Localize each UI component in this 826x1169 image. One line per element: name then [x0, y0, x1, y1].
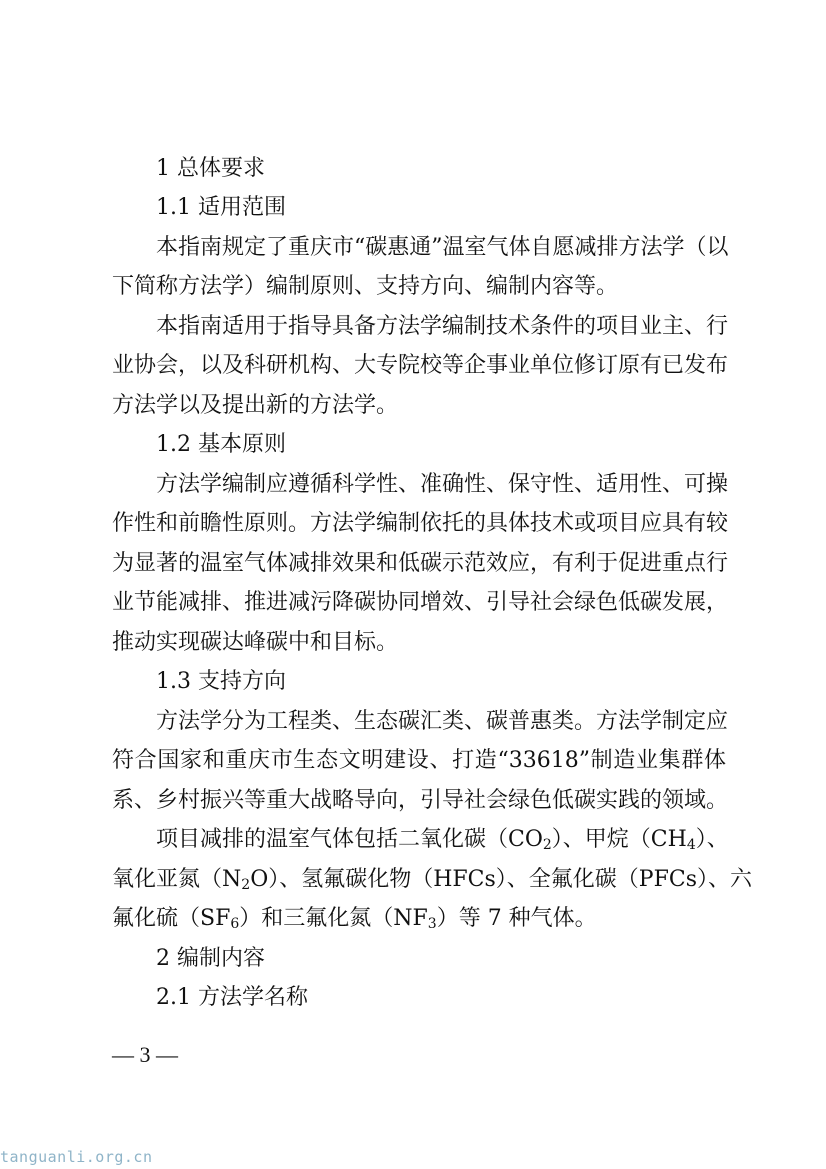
paragraph-line: 方法学编制应遵循科学性、准确性、保守性、适用性、可操	[156, 472, 729, 497]
text-run: 项目减排的温室气体包括二氧化碳（CO	[156, 827, 543, 852]
paragraph-line: 作性和前瞻性原则。方法学编制依托的具体技术或项目应具有较	[112, 511, 729, 536]
paragraph-line: 本指南适用于指导具备方法学编制技术条件的项目业主、行	[156, 314, 729, 339]
subscript: 2	[542, 837, 552, 853]
subscript: 2	[241, 877, 251, 893]
heading-scope: 1.1 适用范围	[156, 195, 286, 220]
heading-support-direction: 1.3 支持方向	[156, 669, 286, 694]
paragraph-line: 符合国家和重庆市生态文明建设、打造“33618”制造业集群体	[112, 748, 726, 773]
text-run: 氧化亚氮（N	[112, 867, 242, 892]
paragraph-line: 业节能减排、推进减污降碳协同增效、引导社会绿色低碳发展，	[112, 590, 729, 615]
heading-basic-principles: 1.2 基本原则	[156, 432, 286, 457]
paragraph-line: 系、乡村振兴等重大战略导向，引导社会绿色低碳实践的领域。	[112, 788, 729, 813]
paragraph-line: 推动实现碳达峰碳中和目标。	[112, 630, 399, 655]
text-run: 氟化硫（SF	[112, 906, 231, 931]
paragraph-line: 业协会，以及科研机构、大专院校等企事业单位修订原有已发布	[112, 353, 729, 378]
text-run: ）等 7 种气体。	[436, 906, 597, 931]
subscript: 3	[427, 916, 437, 932]
paragraph-line: 下简称方法学）编制原则、支持方向、编制内容等。	[112, 274, 619, 299]
subscript: 6	[230, 916, 240, 932]
paragraph-line-gases	[156, 821, 729, 859]
heading-methodology-name: 2.1 方法学名称	[156, 985, 308, 1010]
heading-general-requirements: 1 总体要求	[156, 156, 265, 181]
paragraph-line: 方法学分为工程类、生态碳汇类、碳普惠类。方法学制定应	[156, 709, 729, 734]
paragraph-line-gases	[112, 900, 726, 938]
watermark-text: tanguanli.org.cn	[0, 1148, 153, 1166]
text-run: ）、	[695, 827, 729, 852]
text-run: ）和三氟化氮（NF	[239, 906, 428, 931]
paragraph-line: 方法学以及提出新的方法学。	[112, 393, 399, 418]
text-run: ）、甲烷（CH	[551, 827, 687, 852]
paragraph-line: 为显著的温室气体减排效果和低碳示范效应，有利于促进重点行	[112, 551, 729, 576]
text-run: O）、氢氟碳化物（HFCs）、全氟化碳（PFCs）、六	[250, 867, 752, 892]
paragraph-line: 本指南规定了重庆市“碳惠通”温室气体自愿减排方法学（以	[156, 235, 729, 260]
subscript: 4	[686, 837, 696, 853]
heading-compilation-content: 2 编制内容	[156, 946, 265, 971]
page-number: — 3 —	[112, 1042, 178, 1067]
paragraph-line-gases	[112, 861, 752, 899]
